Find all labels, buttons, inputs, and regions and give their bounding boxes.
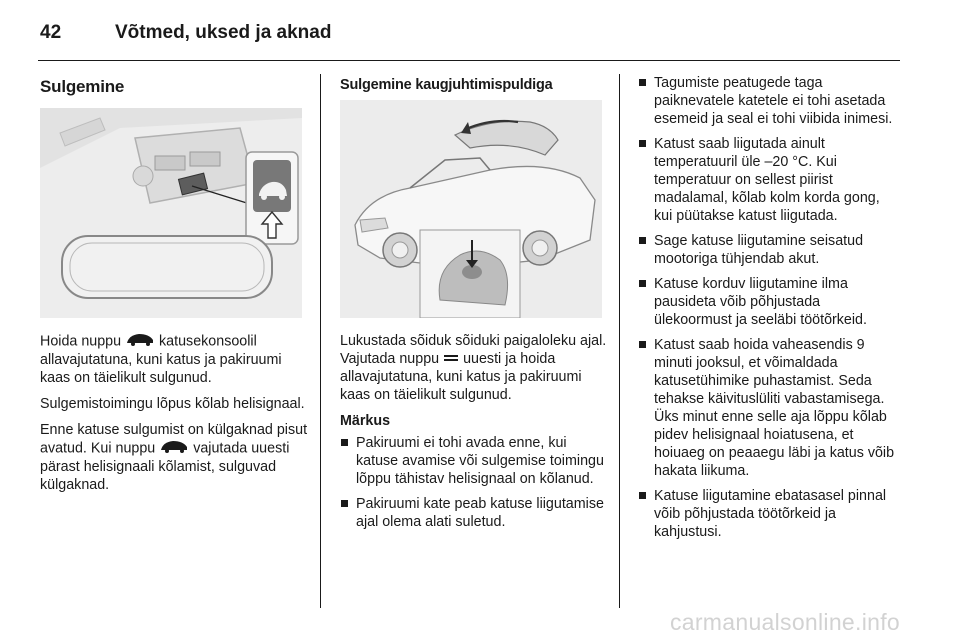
note-label: Märkus — [340, 413, 391, 430]
list-item: Tagumiste peatugede taga paiknevatele katetele ei tohi asetada esemeid ja seal ei tohi viibida inimesi. — [638, 74, 900, 128]
list-item: Katuse korduv liigutamine ilma pausideta võib põhjustada ülekoormust ja seeläbi töötõrkeid. — [638, 275, 900, 329]
figure-convertible-remote — [340, 100, 602, 318]
car-roof-icon — [159, 439, 189, 458]
column-3 — [638, 74, 900, 548]
list-item: Katuse liigutamine ebatasasel pinnal võib põhjustada töötõrkeid ja kahjustusi. — [638, 487, 900, 541]
list-item: Katust saab liigutada ainult temperatuuril üle –20 °C. Kui temperatuur on sellest piirist madalamal, kõlab kolm korda gong, kui püütakse katust liigutada. — [638, 135, 900, 225]
section-heading-closing: Sulgemine — [40, 77, 125, 96]
page-title: Võtmed, uksed ja aknad — [115, 22, 332, 43]
watermark: carmanualsonline.info — [669, 609, 900, 635]
list-item: Katust saab hoida vaheasendis 9 minuti jooksul, et võimaldada katusetühimike puhastamist. Seda tehakse käivituslüliti vabastamisega. Üks minut enne selle aja lõppu kõlab pidev helisignaal hoiatusena, et hoiuaeg on peaaegu läbi ja katus võib hakata liikuma. — [638, 336, 900, 480]
column-2 — [340, 74, 610, 94]
note-bullet-list — [340, 434, 612, 531]
page-header — [0, 0, 960, 60]
paragraph-remote-lock — [340, 332, 612, 404]
text-fragment: Enne katuse sulgumist on külgaknad pisut avatud. Kui nuppu — [40, 422, 308, 457]
car-roof-icon — [125, 332, 155, 351]
column-1 — [40, 74, 310, 96]
text-fragment: Lukustada sõiduk sõiduki paigaloleku ajal. Vajutada nuppu — [340, 333, 607, 367]
section-heading-remote: Sulgemine kaugjuhtimispuldiga — [340, 77, 553, 93]
header-rule — [38, 60, 900, 61]
equals-lines-icon — [443, 350, 459, 368]
column-divider-1 — [320, 74, 321, 608]
figure-roof-console — [40, 108, 302, 318]
convertible-illustration — [340, 100, 602, 318]
column-2-text — [340, 332, 612, 538]
column-1-text — [40, 332, 312, 502]
paragraph-hold-button — [40, 332, 312, 387]
text-fragment: uuesti ja hoida allavajutatuna, kuni katus ja pakiruumi kaas on täielikult sulgunud. — [340, 351, 582, 404]
column-divider-2 — [619, 74, 620, 608]
paragraph-side-windows — [40, 421, 312, 494]
roof-console-illustration — [40, 108, 302, 318]
list-item: Pakiruumi kate peab katuse liigutamise ajal olema alati suletud. — [340, 495, 612, 531]
list-item: Sage katuse liigutamine seisatud mootoriga tühjendab akut. — [638, 232, 900, 268]
page-number: 42 — [40, 22, 62, 43]
paragraph-signal: Sulgemistoimingu lõpus kõlab helisignaal. — [40, 396, 305, 412]
text-fragment: vajutada uuesti pärast helisignaali kõlamist, sulguvad külgaknad. — [40, 440, 290, 493]
list-item: Pakiruumi ei tohi avada enne, kui katuse avamise või sulgemise toimingu lõppu tähistav helisignaal on kõlanud. — [340, 434, 612, 488]
text-fragment: katusekonsoolil allavajutatuna, kuni katus ja pakiruumi kaas on täielikult sulgunud. — [40, 333, 282, 386]
warning-bullet-list — [638, 74, 900, 541]
text-fragment: Hoida nuppu — [40, 333, 126, 350]
